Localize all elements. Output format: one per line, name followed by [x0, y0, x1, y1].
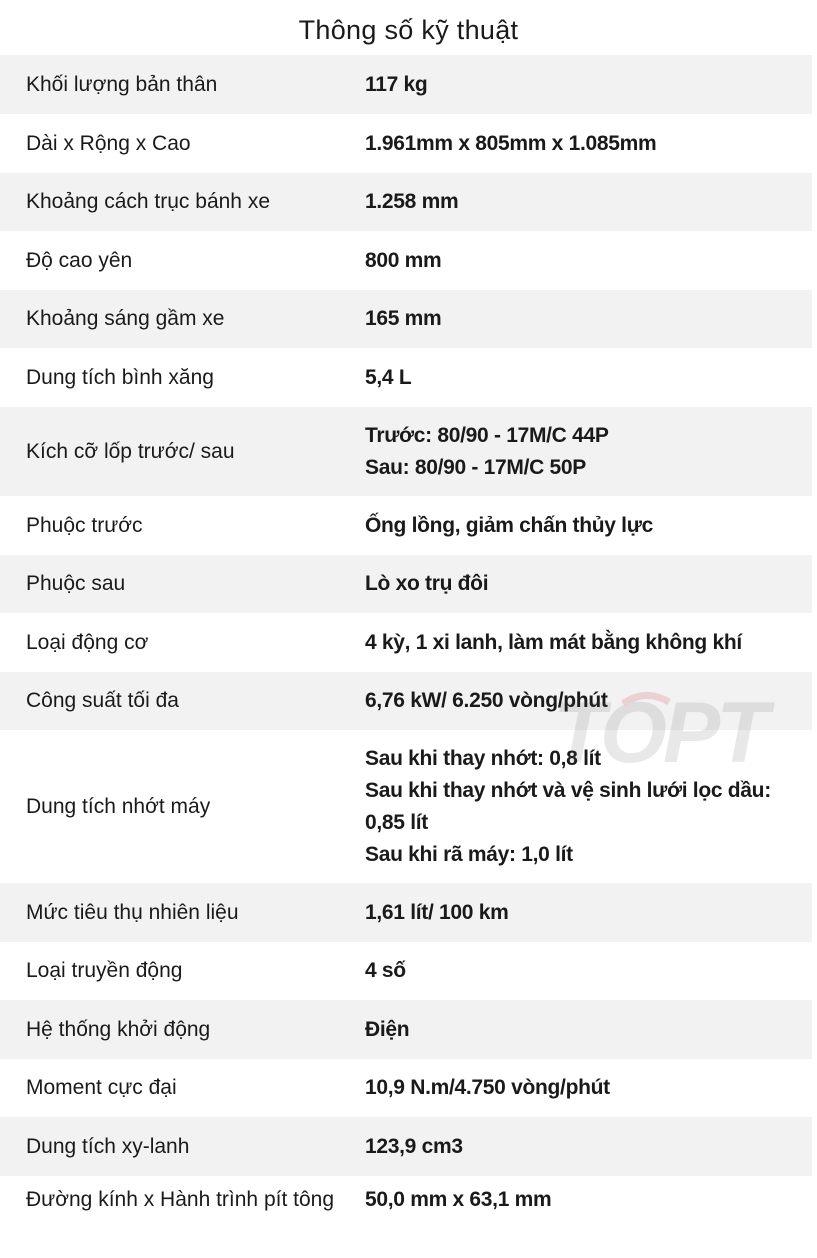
spec-value-line: 4 kỳ, 1 xi lanh, làm mát bằng không khí [365, 630, 742, 654]
spec-value [365, 173, 812, 231]
spec-value-line: Ống lồng, giảm chấn thủy lực [365, 513, 653, 537]
spec-row [0, 1059, 812, 1117]
spec-value-line: Sau khi thay nhớt và vệ sinh lưới lọc dầu: [365, 778, 771, 802]
spec-label: Khối lượng bản thân [26, 72, 218, 96]
spec-label: Dung tích bình xăng [26, 365, 214, 389]
spec-row [0, 55, 812, 114]
spec-row [0, 1000, 812, 1059]
spec-value [365, 55, 812, 114]
spec-row [0, 730, 812, 883]
spec-label: Khoảng cách trục bánh xe [26, 190, 271, 213]
spec-value-line: 1.961mm x 805mm x 1.085mm [365, 131, 657, 155]
spec-value-line: Sau khi thay nhớt: 0,8 lít [365, 746, 601, 770]
spec-value-line: 117 kg [365, 72, 428, 96]
spec-label: Phuộc trước [26, 513, 143, 537]
spec-value [365, 231, 812, 290]
spec-value-line: 4 số [365, 959, 406, 982]
spec-value [365, 555, 812, 613]
spec-value [365, 730, 812, 883]
spec-row [0, 883, 812, 942]
spec-value [365, 613, 812, 672]
spec-value-line: 1,61 lít/ 100 km [365, 900, 509, 924]
spec-value [365, 1117, 812, 1176]
spec-value-line: 165 mm [365, 307, 442, 330]
spec-label: Mức tiêu thụ nhiên liệu [26, 900, 239, 924]
spec-value-line: Sau khi rã máy: 1,0 lít [365, 842, 573, 866]
spec-value [365, 1059, 812, 1117]
spec-value-line: 5,4 L [365, 365, 412, 389]
spec-row [0, 496, 812, 555]
spec-value-line: 800 mm [365, 248, 442, 272]
spec-row [0, 1176, 812, 1238]
spec-value-line: 123,9 cm3 [365, 1134, 463, 1158]
spec-row [0, 407, 812, 496]
spec-value [365, 290, 812, 348]
spec-value [365, 496, 812, 555]
spec-row [0, 942, 812, 1000]
spec-row [0, 348, 812, 407]
spec-value [365, 672, 812, 730]
spec-label: Dung tích nhớt máy [26, 794, 211, 818]
spec-value-line: 50,0 mm x 63,1 mm [365, 1188, 552, 1211]
spec-value-line: Điện [365, 1017, 410, 1041]
spec-value [365, 348, 812, 407]
spec-label: Loại truyền động [26, 959, 183, 982]
spec-value [365, 883, 812, 942]
svg-text:TOPT: TOPT [553, 685, 765, 781]
spec-label: Dài x Rộng x Cao [26, 131, 191, 155]
spec-label: Moment cực đại [26, 1076, 177, 1099]
spec-row [0, 1117, 812, 1176]
spec-label: Công suất tối đa [26, 689, 179, 712]
spec-label: Dung tích xy-lanh [26, 1134, 190, 1158]
spec-value-line: 1.258 mm [365, 190, 459, 213]
spec-value-line: 0,85 lít [365, 810, 428, 834]
spec-value [365, 407, 812, 496]
spec-value [365, 114, 812, 173]
spec-value [365, 942, 812, 1000]
spec-value [365, 1176, 812, 1238]
spec-label: Khoảng sáng gầm xe [26, 307, 225, 330]
spec-value-line: Sau: 80/90 - 17M/C 50P [365, 455, 587, 479]
spec-value-line: 10,9 N.m/4.750 vòng/phút [365, 1076, 610, 1099]
spec-label: Hệ thống khởi động [26, 1017, 211, 1041]
spec-label: Phuộc sau [26, 572, 126, 595]
spec-row [0, 672, 812, 730]
spec-table [0, 55, 812, 1238]
spec-label: Độ cao yên [26, 248, 133, 272]
spec-row [0, 231, 812, 290]
spec-row [0, 173, 812, 231]
spec-label: Loại động cơ [26, 630, 149, 654]
spec-label: Kích cỡ lốp trước/ sau [26, 439, 235, 463]
spec-value [365, 1000, 812, 1059]
spec-row [0, 290, 812, 348]
spec-row [0, 613, 812, 672]
page-title: Thông số kỹ thuật [298, 15, 519, 45]
spec-value-line: Trước: 80/90 - 17M/C 44P [365, 423, 609, 447]
spec-value-line: 6,76 kW/ 6.250 vòng/phút [365, 689, 608, 712]
spec-value-line: Lò xo trụ đôi [365, 572, 489, 595]
spec-row [0, 555, 812, 613]
spec-label: Đường kính x Hành trình pít tông [26, 1188, 334, 1211]
spec-row [0, 114, 812, 173]
